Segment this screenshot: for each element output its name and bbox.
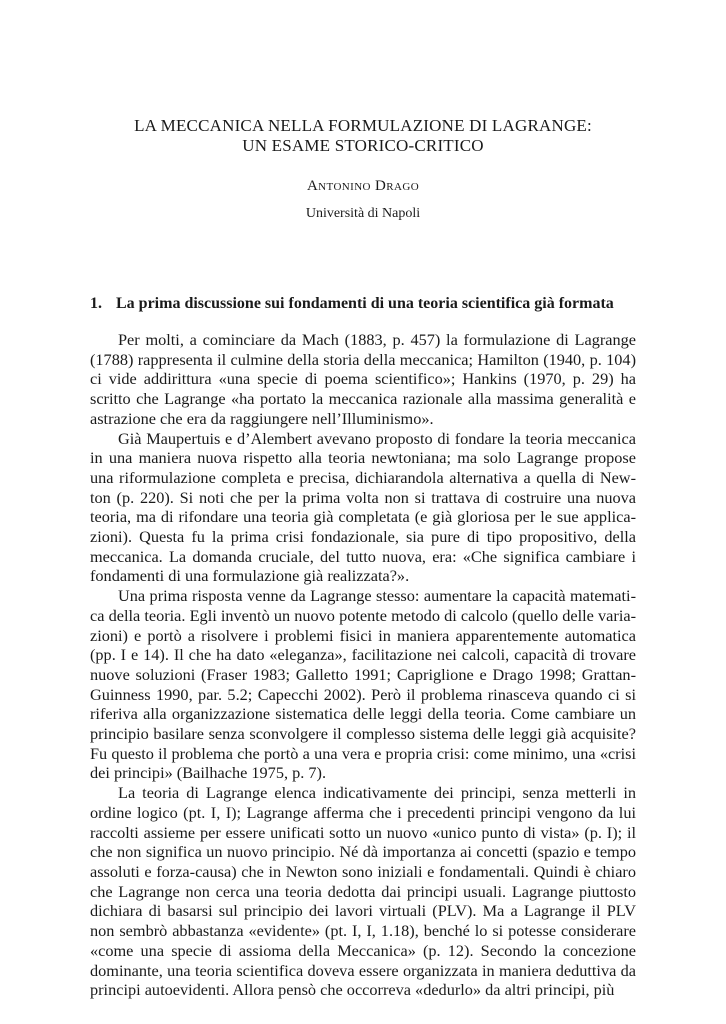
paragraph: Già Maupertuis e d’Alembert avevano proposto di fondare la teoria meccanica in una maniera nuova rispetto alla teoria newtoniana; ma solo Lagrange propose una riformulazione completa e precisa, dichiarandola alternativa a quella di Newton (p. 220). Si noti che per la prima volta non si trattava di costruire una nuova teoria, ma di rifondare una teoria già completata (e già gloriosa per le sue applicazioni). Questa fu la prima crisi fondazionale, sia pure di tipo propositivo, della meccanica. La domanda cruciale, del tutto nuova, era: «Che significa cambiare i fondamenti di una formulazione già realizzata?». xyxy=(90,428,636,586)
section-number: 1. xyxy=(90,295,102,312)
paragraph: Per molti, a cominciare da Mach (1883, p. 457) la formulazione di Lagrange (1788) rappresenta il culmine della storia della meccanica; Hamilton (1940, p. 104) ci vide addirittura «una specie di poema scientifico»; Hankins (1970, p. 29) ha scritto che Lagrange «ha portato la meccanica razionale alla massima generalità e astrazione che era da raggiungere nell’Illuminismo». xyxy=(90,330,636,428)
paper-title-line-1: LA MECCANICA NELLA FORMULAZIONE DI LAGRANGE: xyxy=(134,116,592,135)
author-affiliation: Università di Napoli xyxy=(305,206,421,221)
author-name: Antonino Drago xyxy=(306,178,420,194)
paragraph: Una prima risposta venne da Lagrange stesso: aumentare la capacità matematica della teoria. Egli inventò un nuovo potente metodo di calcolo (quello delle variazioni) e portò a risolvere i problemi fisici in maniera apparentemente automatica (pp. I e 14). Il che ha dato «eleganza», facilitazione nei calcoli, capacità di trovare nuove soluzioni (Fraser 1983; Galletto 1991; Capriglione e Drago 1998; Grattan-Guinness 1990, par. 5.2; Capecchi 2002). Però il problema rinasceva quando ci si riferiva alla organizzazione sistematica delle leggi della teoria. Come cambiare un principio basilare senza sconvolgere il complesso sistema delle leggi già acquisite? Fu questo il problema che portò a una vera e propria crisi: come minimo, una «crisi dei principi» (Bailhache 1975, p. 7). xyxy=(90,586,636,783)
body-text xyxy=(90,330,636,1000)
section-title: La prima discussione sui fondamenti di una teoria scientifica già formata xyxy=(116,295,614,312)
paragraph: La teoria di Lagrange elenca indicativamente dei principi, senza metterli in ordine logico (pt. I, I); Lagrange afferma che i precedenti principi vengono da lui raccolti assieme per essere unificati sotto un nuovo «unico punto di vista» (p. I); il che non significa un nuovo principio. Né dà importanza ai concetti (spazio e tempo assoluti e forza-causa) che in Newton sono iniziali e fondamentali. Quindi è chiaro che Lagrange non cerca una teoria dedotta dai principi usuali. Lagrange piuttosto dichiara di basarsi sul principio dei lavori virtuali (PLV). Ma a Lagrange il PLV non sembrò abbastanza «evidente» (pt. I, I, 1.18), benché lo si potesse considerare «come una specie di assioma della Meccanica» (p. 12). Secondo la concezione dominante, una teoria scientifica doveva essere organizzata in maniera deduttiva da principi autoevidenti. Allora pensò che occorreva «dedurlo» da altri principi, più xyxy=(90,783,636,1000)
section-heading xyxy=(90,294,650,314)
paper-title-line-2: UN ESAME STORICO-CRITICO xyxy=(242,136,484,155)
